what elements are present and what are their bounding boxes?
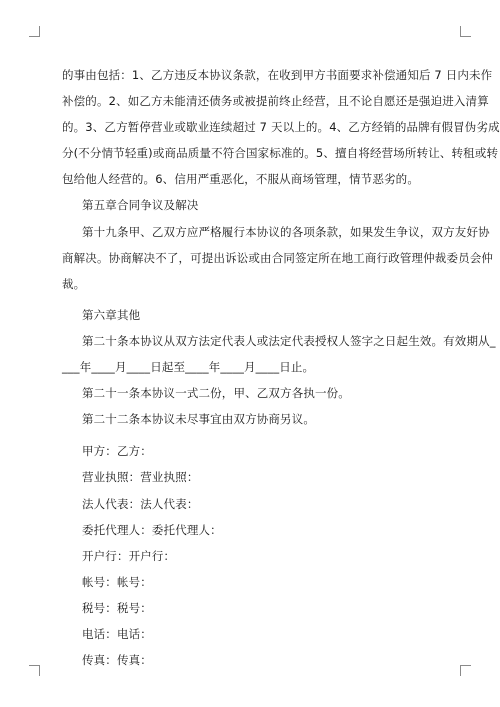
article-22: 第二十二条本协议未尽事宜由双方协商另议。: [82, 412, 315, 427]
signature-field-bank: 开户行：开户行：: [82, 548, 176, 563]
crop-mark-bottom-left: [29, 665, 40, 676]
text-line: ___年____月____日起至____年____月____日止。: [62, 360, 315, 375]
text-line: 补偿的。2、如乙方未能清还债务或被提前终止经营，且不论自愿还是强迫进入清算: [62, 94, 489, 109]
text-line: 第二十条本协议从双方法定代表人或法定代表授权人签字之日起生效。有效期从_: [82, 333, 496, 348]
text-line: 的。3、乙方暂停营业或歇业连续超过 7 天以上的。4、乙方经销的品牌有假冒伪劣成: [62, 120, 500, 135]
document-body: [62, 62, 500, 673]
crop-mark-bottom-right: [460, 665, 471, 676]
signature-block: [62, 438, 448, 673]
signature-field-license: 营业执照：营业执照：: [82, 470, 199, 485]
signature-field-phone: 电话：电话：: [82, 626, 152, 641]
paragraph-termination-causes: [62, 62, 500, 192]
chapter-heading: 第五章合同争议及解决: [82, 198, 199, 213]
text-line: 包给他人经营的。6、信用严重恶化，不服从商场管理，情节恶劣的。: [62, 172, 419, 187]
signature-field-fax: 传真：传真：: [82, 653, 152, 668]
chapter-heading: 第六章其他: [82, 307, 141, 322]
article-20: [62, 328, 496, 380]
text-line: 商解决。协商解决不了，可提出诉讼或由合同签定所在地工商行政管理仲裁委员会仲: [62, 250, 494, 265]
text-line: 分(不分情节轻重)或商品质量不符合国家标准的。5、擅自将经营场所转让、转租或转: [62, 146, 499, 161]
crop-mark-top-left: [29, 26, 40, 37]
signature-field-agent: 委托代理人：委托代理人：: [82, 522, 222, 537]
signature-field-legal-rep: 法人代表：法人代表：: [82, 496, 199, 511]
text-line: 的事由包括：1、乙方违反本协议条款，在收到甲方书面要求补偿通知后 7 日内未作: [62, 68, 493, 82]
signature-field-tax-id: 税号：税号：: [82, 600, 152, 615]
article-19: [62, 219, 494, 297]
crop-mark-top-right: [460, 26, 471, 37]
article-21: 第二十一条本协议一式二份，甲、乙双方各执一份。: [82, 386, 350, 401]
signature-field-account: 帐号：帐号：: [82, 574, 152, 589]
text-line: 第十九条甲、乙双方应严格履行本协议的各项条款，如果发生争议，双方友好协: [82, 224, 490, 239]
signature-field-party: 甲方：乙方：: [82, 444, 152, 459]
text-line: 裁。: [62, 276, 86, 291]
